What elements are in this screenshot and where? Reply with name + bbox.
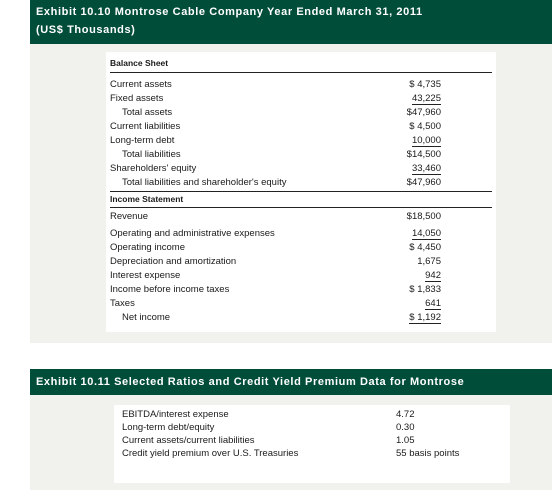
row-label: Revenue xyxy=(110,211,149,222)
row-value: 33,460 xyxy=(411,163,441,174)
exhibit-10-10-title: Exhibit 10.10 Montrose Cable Company Year Ended March 31, 2011 xyxy=(36,6,423,18)
table-row xyxy=(106,297,496,311)
ratio-label: Credit yield premium over U.S. Treasuries xyxy=(122,448,299,459)
row-value: $ 4,500 xyxy=(409,121,441,132)
balance-sheet-heading: Balance Sheet xyxy=(110,58,169,68)
row-label: Taxes xyxy=(110,298,135,309)
table-row xyxy=(106,148,496,162)
row-value: 14,050 xyxy=(411,228,441,239)
table-row xyxy=(106,227,496,241)
ratio-value: 0.30 xyxy=(396,422,415,433)
row-value: $18,500 xyxy=(406,211,441,222)
row-label: Total liabilities and shareholder's equity xyxy=(122,177,287,188)
row-label: Total liabilities xyxy=(122,149,181,160)
ratio-label: Current assets/current liabilities xyxy=(122,435,255,446)
row-label: Shareholders' equity xyxy=(110,163,197,174)
table-row xyxy=(106,283,496,297)
row-value: 10,000 xyxy=(411,135,441,146)
row-value: $47,960 xyxy=(406,177,441,188)
ratio-value: 55 basis points xyxy=(396,448,460,459)
table-row xyxy=(114,422,510,435)
table-row xyxy=(106,92,496,106)
row-label: Total assets xyxy=(122,107,173,118)
row-label: Operating and administrative expenses xyxy=(110,228,275,239)
ratio-value: 1.05 xyxy=(396,435,415,446)
exhibit-10-11-header xyxy=(30,369,552,395)
row-value: 641 xyxy=(425,298,441,309)
ratio-label: EBITDA/interest expense xyxy=(122,409,229,420)
income-statement-rule xyxy=(110,207,492,208)
table-row xyxy=(106,120,496,134)
row-value: $ 1,833 xyxy=(409,284,441,295)
table-row xyxy=(106,255,496,269)
table-row xyxy=(106,162,496,176)
exhibit-10-10 xyxy=(30,0,552,343)
ratio-value: 4.72 xyxy=(396,409,415,420)
income-statement-heading: Income Statement xyxy=(110,194,184,204)
row-label: Depreciation and amortization xyxy=(110,256,237,267)
row-label: Fixed assets xyxy=(110,93,164,104)
ratios-panel xyxy=(114,405,510,483)
table-row xyxy=(106,134,496,148)
balance-sheet-rule xyxy=(110,72,492,73)
table-row xyxy=(106,210,496,224)
financial-statements-panel xyxy=(106,52,496,332)
table-row xyxy=(106,241,496,255)
row-value: 43,225 xyxy=(411,93,441,104)
row-value: $ 4,450 xyxy=(409,242,441,253)
exhibit-10-10-subtitle: (US$ Thousands) xyxy=(36,24,136,36)
table-row xyxy=(106,78,496,92)
exhibit-10-10-header xyxy=(30,0,552,44)
row-value: $ 1,192 xyxy=(409,312,441,323)
row-label: Interest expense xyxy=(110,270,181,281)
table-row xyxy=(106,176,496,190)
row-label: Operating income xyxy=(110,242,185,253)
table-row xyxy=(106,269,496,283)
row-value: $ 4,735 xyxy=(409,79,441,90)
row-label: Long-term debt xyxy=(110,135,175,146)
row-label: Net income xyxy=(122,312,171,323)
table-row xyxy=(114,409,510,422)
row-value: 942 xyxy=(425,270,441,281)
ratio-label: Long-term debt/equity xyxy=(122,422,215,433)
table-row xyxy=(114,448,510,461)
row-label: Income before income taxes xyxy=(110,284,230,295)
income-statement-rule-top xyxy=(110,191,492,192)
row-label: Current liabilities xyxy=(110,121,181,132)
row-value: 1,675 xyxy=(417,256,441,267)
row-value: $47,960 xyxy=(406,107,441,118)
table-row xyxy=(106,311,496,325)
table-row xyxy=(106,106,496,120)
table-row xyxy=(114,435,510,448)
exhibit-10-11 xyxy=(30,369,552,490)
row-label: Current assets xyxy=(110,79,172,90)
row-value: $14,500 xyxy=(406,149,441,160)
exhibit-10-11-title: Exhibit 10.11 Selected Ratios and Credit Yield Premium Data for Montrose xyxy=(36,376,465,388)
